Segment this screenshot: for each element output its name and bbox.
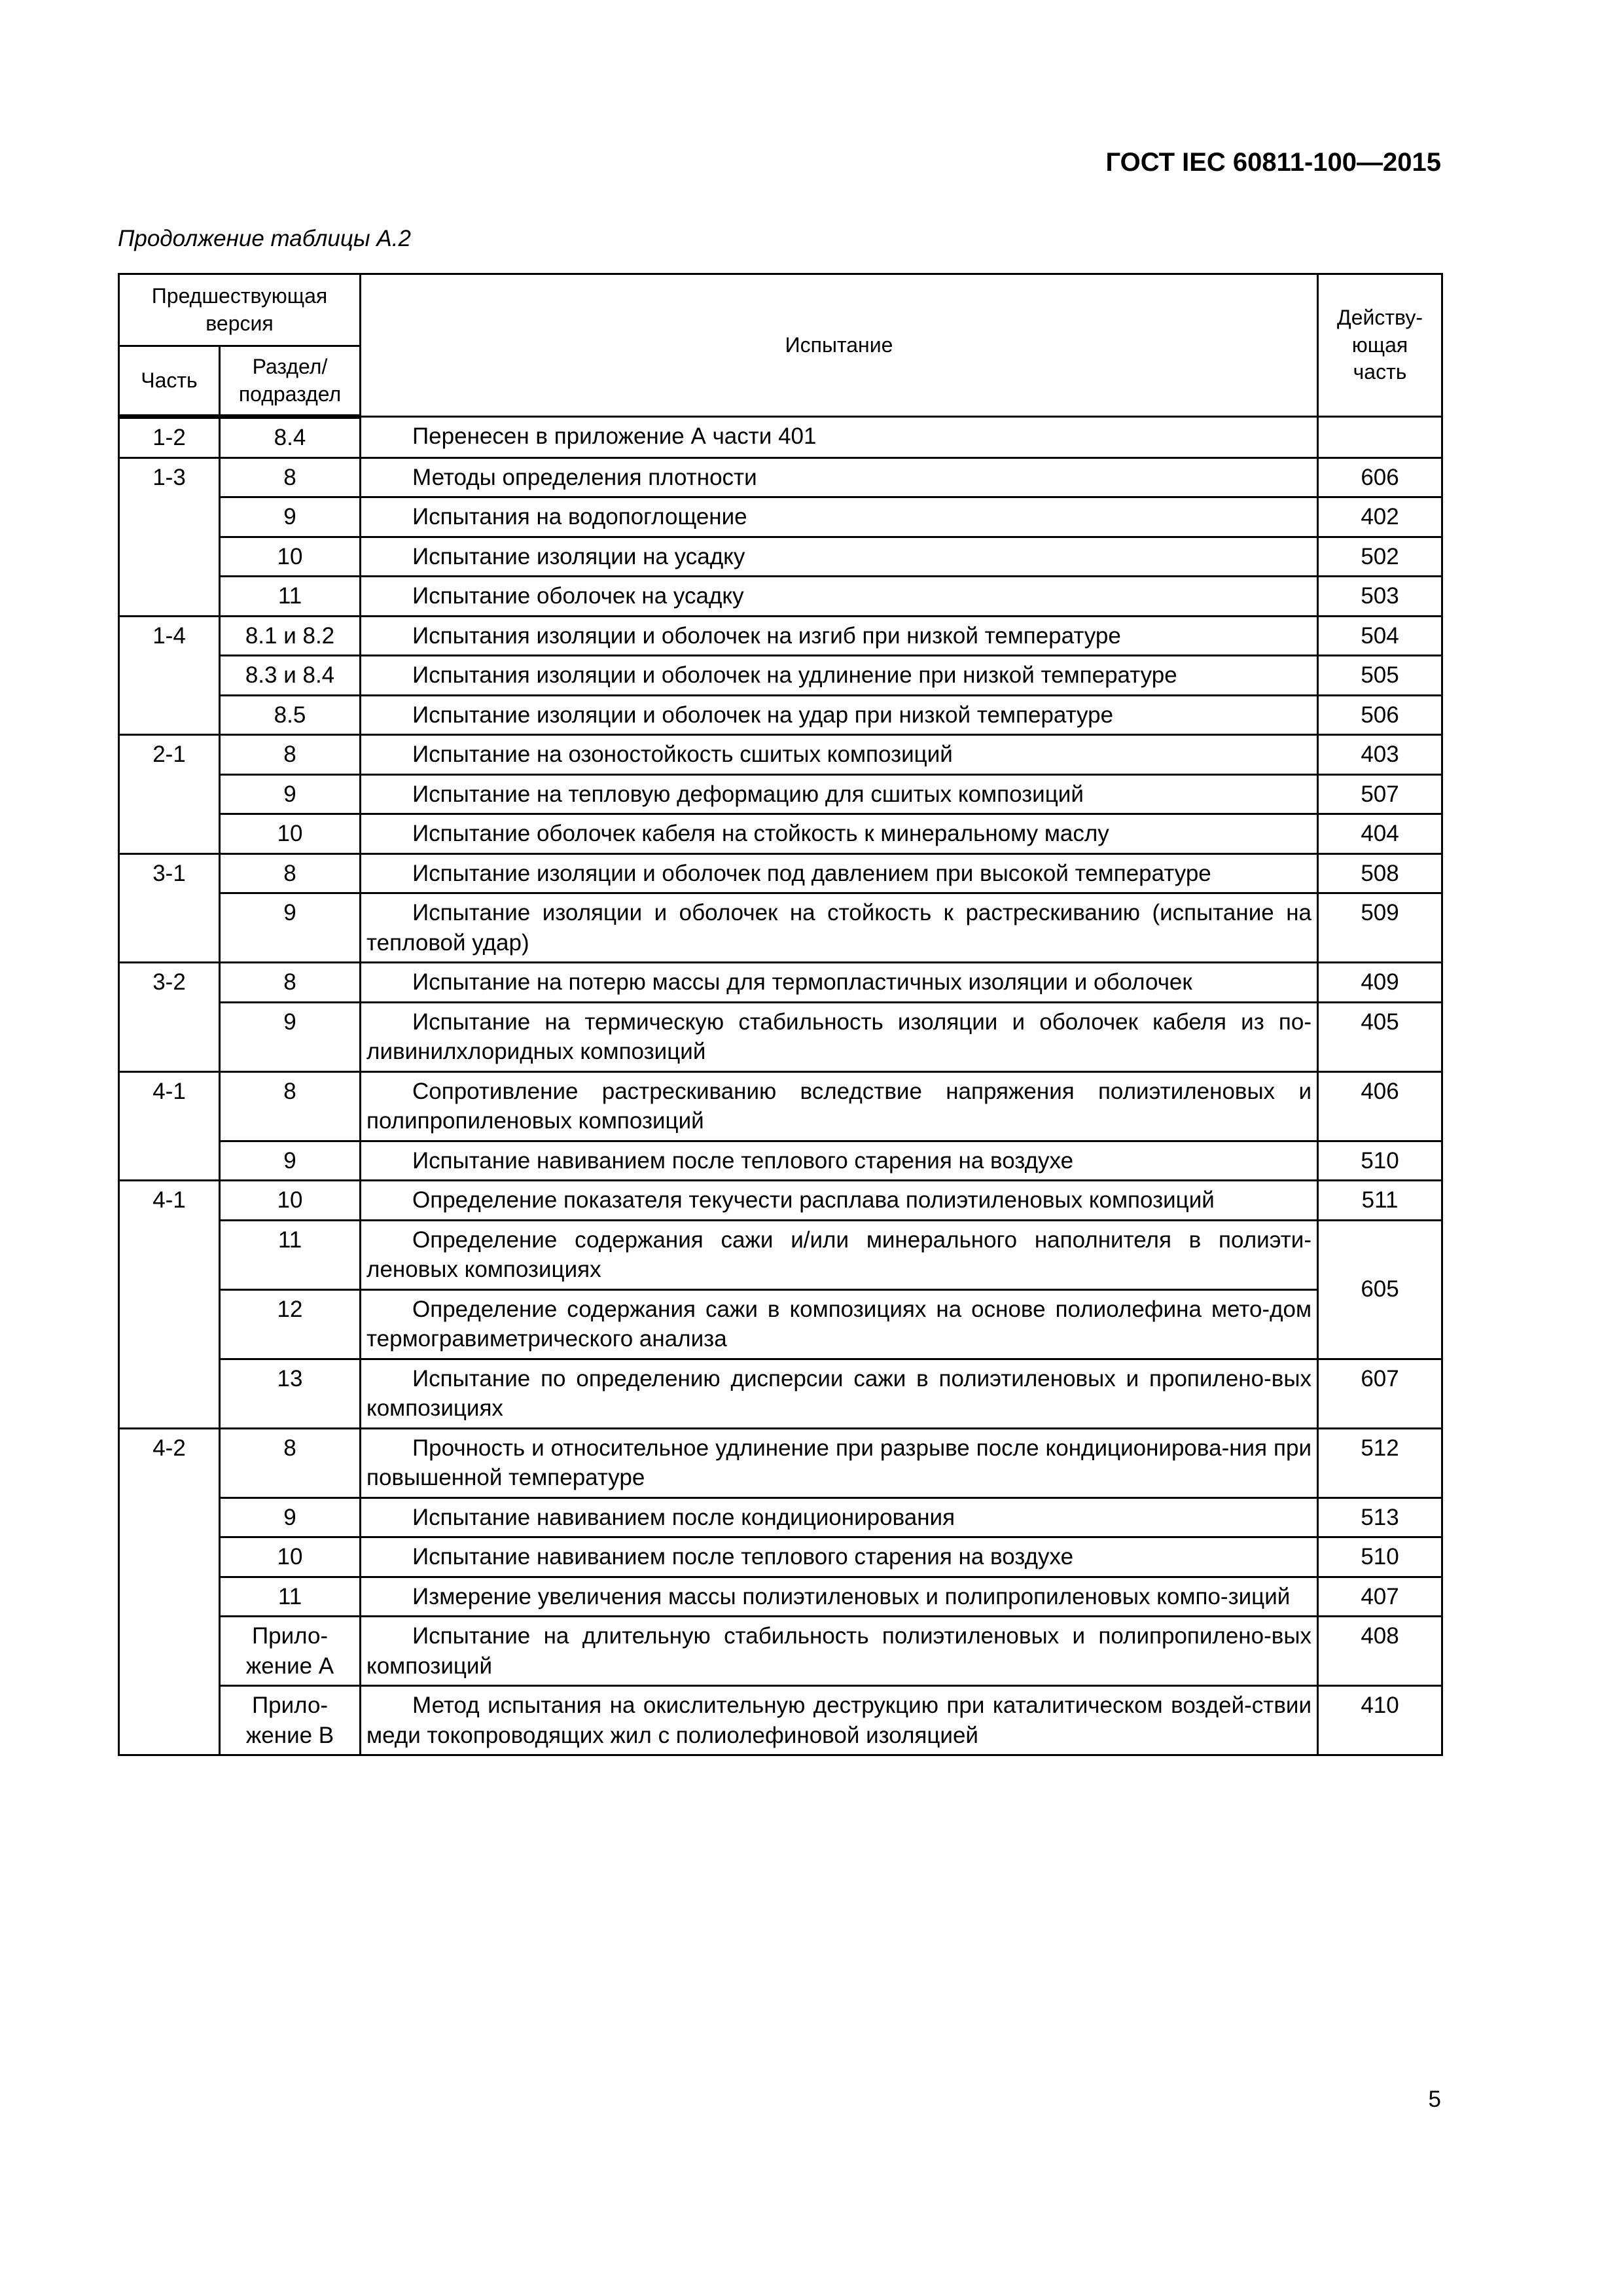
current-part-cell: 504 (1318, 616, 1442, 656)
test-cell: Определение содержания сажи в композициях на основе полиолефина мето-дом термогравиметрического анализа (361, 1289, 1318, 1359)
current-part-cell (1318, 417, 1442, 458)
header-current-part: Действу-ющая часть (1318, 274, 1442, 417)
section-cell: Прило-жение А (220, 1617, 361, 1686)
table-row (119, 963, 1442, 1003)
document-id: ГОСТ IEC 60811-100—2015 (1105, 148, 1441, 177)
test-cell: Испытание оболочек на усадку (361, 577, 1318, 617)
table-row (119, 1537, 1442, 1577)
table-row (119, 1002, 1442, 1071)
table-row (119, 616, 1442, 656)
test-cell: Испытания изоляции и оболочек на удлинение при низкой температуре (361, 656, 1318, 696)
section-cell: 11 (220, 1577, 361, 1617)
test-cell: Испытание на потерю массы для термопластичных изоляции и оболочек (361, 963, 1318, 1003)
section-cell: 8 (220, 853, 361, 893)
part-cell: 4-1 (119, 1071, 220, 1181)
test-cell: Испытание изоляции и оболочек на удар при низкой температуре (361, 695, 1318, 735)
table-row (119, 1359, 1442, 1428)
current-part-cell: 408 (1318, 1617, 1442, 1686)
table-row (119, 537, 1442, 577)
table-row (119, 1498, 1442, 1537)
section-cell: 8.5 (220, 695, 361, 735)
table-row (119, 735, 1442, 775)
section-cell: 9 (220, 893, 361, 963)
current-part-cell: 409 (1318, 963, 1442, 1003)
table-body (119, 417, 1442, 1755)
test-cell: Измерение увеличения массы полиэтиленовых и полипропиленовых компо-зиций (361, 1577, 1318, 1617)
table-row (119, 695, 1442, 735)
section-cell: 8 (220, 1071, 361, 1141)
table-row (119, 814, 1442, 854)
current-part-cell: 511 (1318, 1181, 1442, 1221)
table-row (119, 497, 1442, 537)
section-cell: 9 (220, 1498, 361, 1537)
header-test: Испытание (361, 274, 1318, 417)
section-cell: Прило-жение В (220, 1686, 361, 1755)
page-number: 5 (1428, 2087, 1441, 2112)
part-cell: 4-2 (119, 1428, 220, 1755)
current-part-cell: 510 (1318, 1141, 1442, 1181)
test-cell: Испытания изоляции и оболочек на изгиб при низкой температуре (361, 616, 1318, 656)
section-cell: 8 (220, 735, 361, 775)
current-part-cell: 505 (1318, 656, 1442, 696)
table-row (119, 457, 1442, 497)
current-part-cell: 404 (1318, 814, 1442, 854)
table-caption: Продолжение таблицы А.2 (118, 226, 411, 251)
test-cell: Методы определения плотности (361, 457, 1318, 497)
part-cell: 3-1 (119, 853, 220, 963)
section-cell: 8 (220, 1428, 361, 1498)
current-part-cell: 508 (1318, 853, 1442, 893)
test-cell: Испытание изоляции и оболочек под давлением при высокой температуре (361, 853, 1318, 893)
test-cell: Испытание на озоностойкость сшитых композиций (361, 735, 1318, 775)
test-cell: Перенесен в приложение А части 401 (361, 417, 1318, 458)
current-part-cell: 507 (1318, 774, 1442, 814)
test-cell: Испытание по определению дисперсии сажи в полиэтиленовых и пропилено-вых композициях (361, 1359, 1318, 1428)
test-cell: Испытания на водопоглощение (361, 497, 1318, 537)
section-cell: 8.3 и 8.4 (220, 656, 361, 696)
table-row (119, 1289, 1442, 1359)
current-part-cell: 405 (1318, 1002, 1442, 1071)
header-part: Часть (119, 346, 220, 417)
part-cell: 4-1 (119, 1181, 220, 1429)
test-cell: Испытание оболочек кабеля на стойкость к минеральному маслу (361, 814, 1318, 854)
test-cell: Испытание на термическую стабильность изоляции и оболочек кабеля из по-ливинилхлоридных композиций (361, 1002, 1318, 1071)
section-cell: 9 (220, 1002, 361, 1071)
test-cell: Испытание на длительную стабильность полиэтиленовых и полипропилено-вых композиций (361, 1617, 1318, 1686)
test-cell: Испытание изоляции и оболочек на стойкость к растрескиванию (испытание на тепловой удар) (361, 893, 1318, 963)
section-cell: 10 (220, 537, 361, 577)
current-part-cell: 510 (1318, 1537, 1442, 1577)
current-part-cell: 406 (1318, 1071, 1442, 1141)
table-row (119, 1686, 1442, 1755)
current-part-cell: 605 (1318, 1220, 1442, 1359)
section-cell: 10 (220, 1537, 361, 1577)
section-cell: 8 (220, 457, 361, 497)
test-cell: Сопротивление растрескиванию вследствие напряжения полиэтиленовых и полипропиленовых композиций (361, 1071, 1318, 1141)
test-cell: Испытание навиванием после теплового старения на воздухе (361, 1537, 1318, 1577)
section-cell: 12 (220, 1289, 361, 1359)
current-part-cell: 607 (1318, 1359, 1442, 1428)
section-cell: 8.1 и 8.2 (220, 616, 361, 656)
table-row (119, 1428, 1442, 1498)
test-cell: Прочность и относительное удлинение при разрыве после кондиционирова-ния при повышенной температуре (361, 1428, 1318, 1498)
test-cell: Метод испытания на окислительную деструкцию при каталитическом воздей-ствии меди токопроводящих жил с полиолефиновой изоляцией (361, 1686, 1318, 1755)
section-cell: 11 (220, 577, 361, 617)
current-part-cell: 403 (1318, 735, 1442, 775)
table-row (119, 656, 1442, 696)
current-part-cell: 506 (1318, 695, 1442, 735)
section-cell: 11 (220, 1220, 361, 1289)
table-row (119, 1071, 1442, 1141)
table-row (119, 853, 1442, 893)
part-cell: 1-2 (119, 417, 220, 458)
current-part-cell: 407 (1318, 1577, 1442, 1617)
test-cell: Испытание на тепловую деформацию для сшитых композиций (361, 774, 1318, 814)
test-cell: Испытание навиванием после теплового старения на воздухе (361, 1141, 1318, 1181)
current-part-cell: 402 (1318, 497, 1442, 537)
section-cell: 10 (220, 814, 361, 854)
part-cell: 2-1 (119, 735, 220, 854)
table-row (119, 1141, 1442, 1181)
section-cell: 9 (220, 774, 361, 814)
table-row (119, 1617, 1442, 1686)
header-previous-version: Предшествующая версия (119, 274, 361, 346)
current-part-cell: 509 (1318, 893, 1442, 963)
part-cell: 3-2 (119, 963, 220, 1072)
test-cell: Определение показателя текучести расплава полиэтиленовых композиций (361, 1181, 1318, 1221)
table-row (119, 1220, 1442, 1289)
section-cell: 8 (220, 963, 361, 1003)
current-part-cell: 410 (1318, 1686, 1442, 1755)
table-row (119, 417, 1442, 458)
current-part-cell: 606 (1318, 457, 1442, 497)
part-cell: 1-3 (119, 457, 220, 616)
current-part-cell: 512 (1318, 1428, 1442, 1498)
table-row (119, 774, 1442, 814)
correspondence-table (118, 273, 1443, 1756)
test-cell: Испытание навиванием после кондиционирования (361, 1498, 1318, 1537)
test-cell: Определение содержания сажи и/или минерального наполнителя в полиэти-леновых композициях (361, 1220, 1318, 1289)
current-part-cell: 513 (1318, 1498, 1442, 1537)
table-row (119, 1181, 1442, 1221)
test-cell: Испытание изоляции на усадку (361, 537, 1318, 577)
table-row (119, 577, 1442, 617)
header-section: Раздел/ подраздел (220, 346, 361, 417)
section-cell: 9 (220, 497, 361, 537)
table-row (119, 1577, 1442, 1617)
part-cell: 1-4 (119, 616, 220, 735)
table-row (119, 893, 1442, 963)
section-cell: 10 (220, 1181, 361, 1221)
current-part-cell: 502 (1318, 537, 1442, 577)
section-cell: 13 (220, 1359, 361, 1428)
current-part-cell: 503 (1318, 577, 1442, 617)
section-cell: 8.4 (220, 417, 361, 458)
section-cell: 9 (220, 1141, 361, 1181)
